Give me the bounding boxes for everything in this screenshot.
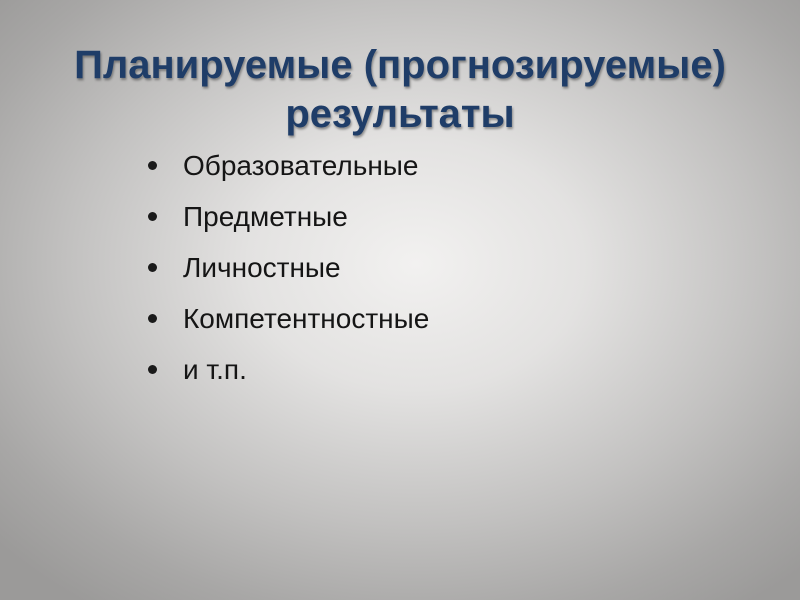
bullet-list	[148, 140, 429, 395]
list-item	[148, 140, 429, 191]
bullet-icon	[148, 263, 157, 272]
list-item	[148, 293, 429, 344]
bullet-icon	[148, 212, 157, 221]
slide-title-line-1: Планируемые (прогнозируемые)	[74, 42, 726, 87]
list-item-label: Личностные	[183, 251, 341, 283]
slide-title-line-2: результаты	[285, 91, 515, 136]
list-item-label: Предметные	[183, 200, 348, 232]
bullet-icon	[148, 365, 157, 374]
slide-title	[0, 41, 800, 139]
list-item-label: и т.п.	[183, 353, 247, 385]
list-item	[148, 242, 429, 293]
list-item	[148, 191, 429, 242]
list-item-label: Компетентностные	[183, 302, 430, 334]
bullet-icon	[148, 161, 157, 170]
list-item	[148, 344, 429, 395]
list-item-label: Образовательные	[183, 149, 419, 181]
bullet-icon	[148, 314, 157, 323]
